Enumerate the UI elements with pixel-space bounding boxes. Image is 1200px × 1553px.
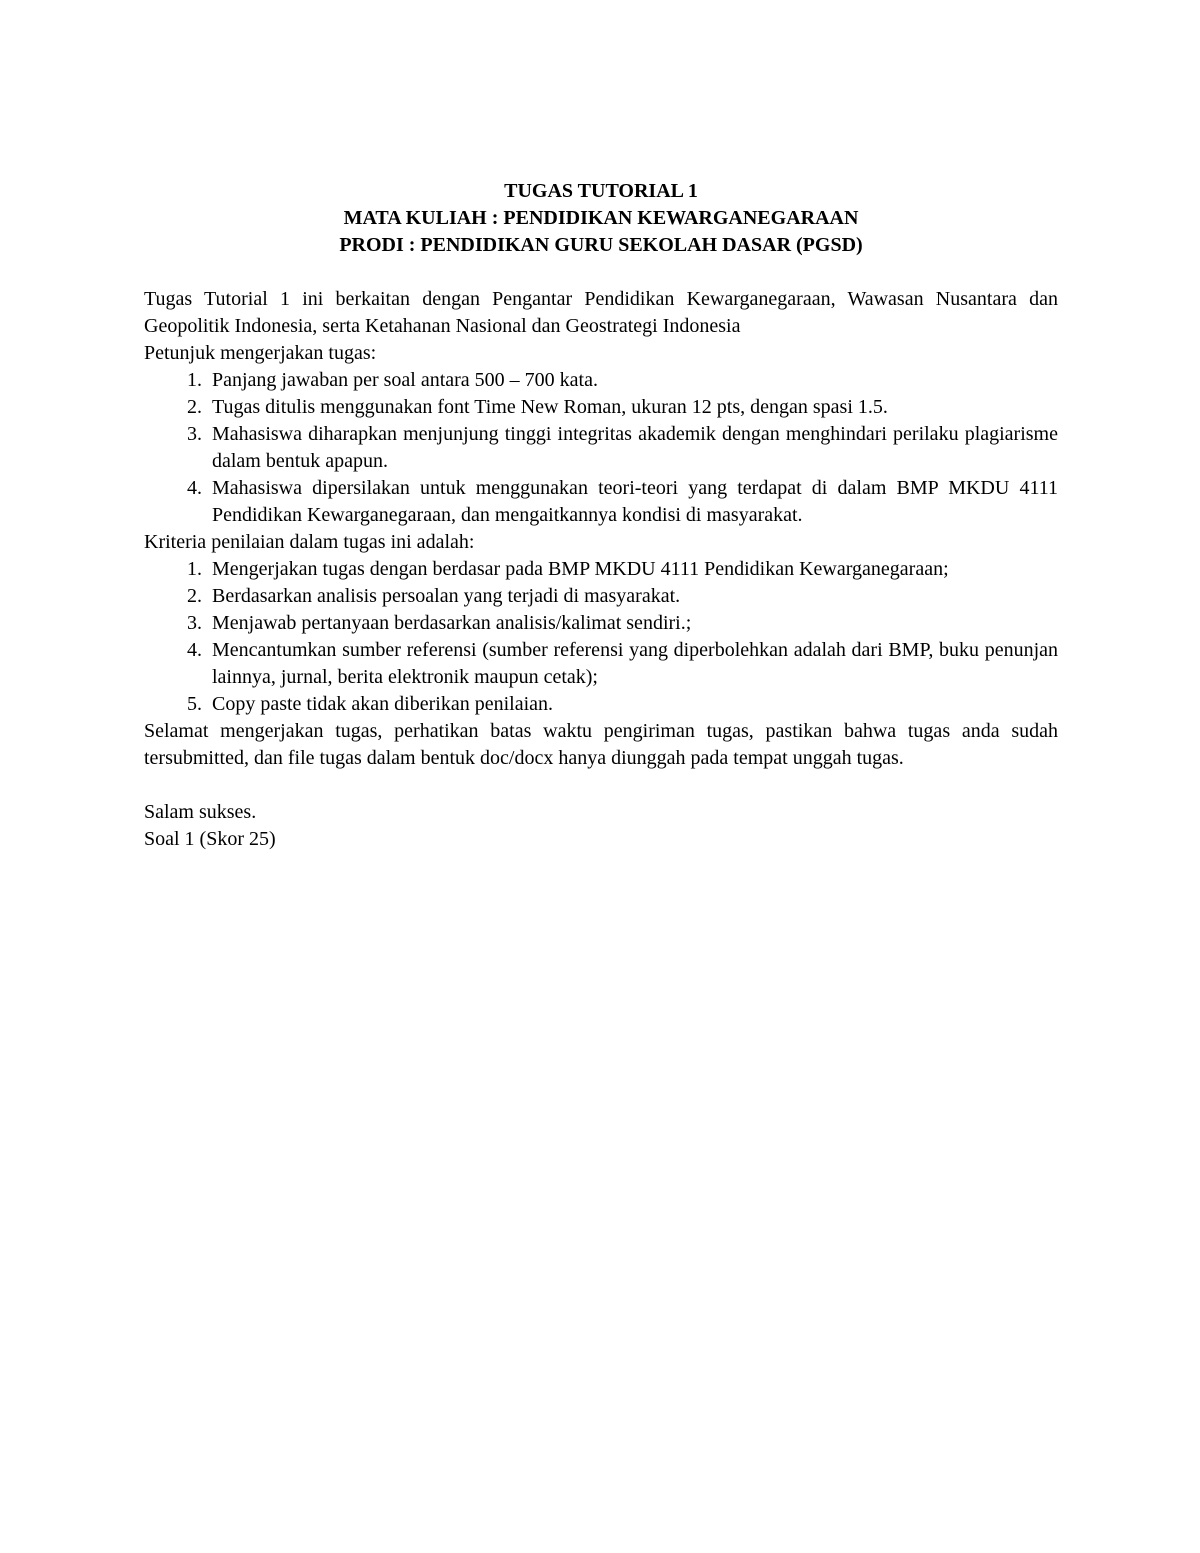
list-number: 3. [187,423,202,445]
list-number: 2. [187,585,202,607]
list-item-text: Berdasarkan analisis persoalan yang terjadi di masyarakat. [212,585,681,607]
list-item [144,691,1058,718]
instructions-list [144,367,1058,529]
criteria-list [144,556,1058,718]
list-item [144,367,1058,394]
list-item [144,394,1058,421]
list-number: 4. [187,477,202,499]
list-number: 1. [187,369,202,391]
list-item-text: Mencantumkan sumber referensi (sumber referensi yang diperbolehkan adalah dari BMP, buku penunjan lainnya, jurnal, berita elektronik maupun cetak); [212,639,1058,688]
list-item [144,556,1058,583]
list-number: 1. [187,558,202,580]
list-item-text: Mahasiswa dipersilakan untuk menggunakan teori-teori yang terdapat di dalam BMP MKDU 4111 Pendidikan Kewarganegaraan, dan mengaitkannya kondisi di masyarakat. [212,477,1058,526]
list-item [144,475,1058,529]
list-item [144,583,1058,610]
list-number: 5. [187,693,202,715]
question-label: Soal 1 (Skor 25) [144,828,276,850]
list-number: 3. [187,612,202,634]
greeting: Salam sukses. [144,801,257,823]
list-item-text: Menjawab pertanyaan berdasarkan analisis/kalimat sendiri.; [212,612,692,634]
blank-line [144,259,1058,286]
list-item-text: Copy paste tidak akan diberikan penilaian. [212,693,554,715]
list-number: 4. [187,639,202,661]
course-heading: MATA KULIAH : PENDIDIKAN KEWARGANEGARAAN [343,207,859,229]
blank-line [144,772,1058,799]
list-item-text: Mengerjakan tugas dengan berdasar pada BMP MKDU 4111 Pendidikan Kewarganegaraan; [212,558,949,580]
list-number: 2. [187,396,202,418]
instructions-title: Petunjuk mengerjakan tugas: [144,342,377,364]
intro-paragraph: Tugas Tutorial 1 ini berkaitan dengan Pengantar Pendidikan Kewarganegaraan, Wawasan Nusantara dan Geopolitik Indonesia, serta Ketahanan Nasional dan Geostrategi Indonesia [144,288,1058,337]
list-item [144,637,1058,691]
criteria-title: Kriteria penilaian dalam tugas ini adalah: [144,531,475,553]
list-item [144,421,1058,475]
closing-paragraph: Selamat mengerjakan tugas, perhatikan batas waktu pengiriman tugas, pastikan bahwa tugas anda sudah tersubmitted, dan file tugas dalam bentuk doc/docx hanya diunggah pada tempat unggah tugas. [144,720,1058,769]
program-heading: PRODI : PENDIDIKAN GURU SEKOLAH DASAR (PGSD) [339,234,863,256]
list-item [144,610,1058,637]
list-item-text: Panjang jawaban per soal antara 500 – 700 kata. [212,369,598,391]
list-item-text: Tugas ditulis menggunakan font Time New Roman, ukuran 12 pts, dengan spasi 1.5. [212,396,888,418]
document-title: TUGAS TUTORIAL 1 [504,180,698,202]
list-item-text: Mahasiswa diharapkan menjunjung tinggi integritas akademik dengan menghindari perilaku plagiarisme dalam bentuk apapun. [212,423,1058,472]
document-body [144,178,1058,853]
